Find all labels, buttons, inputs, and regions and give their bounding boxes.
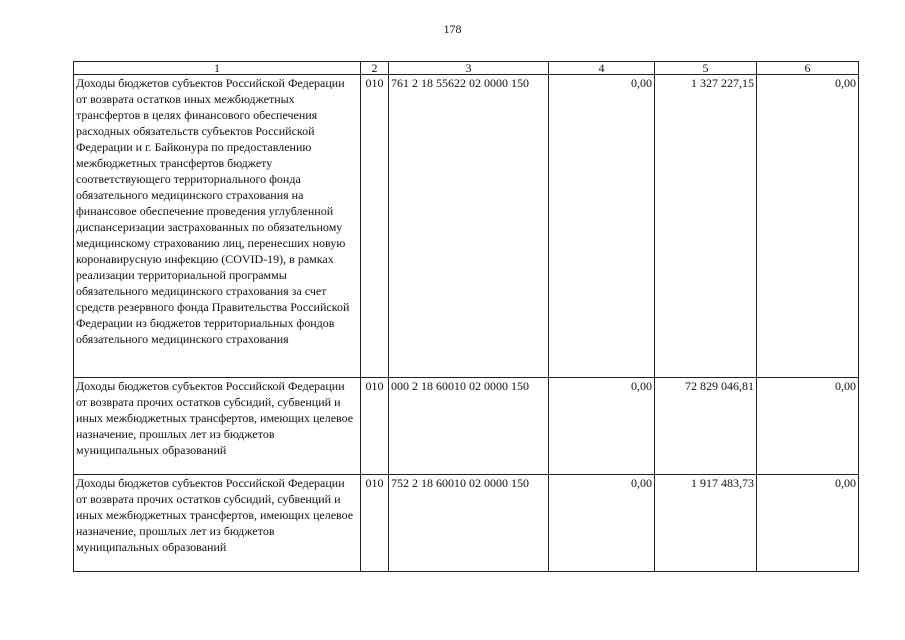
column-header-6: 6 xyxy=(757,62,859,75)
page-number: 178 xyxy=(443,22,462,36)
row-column-5-value: 1 917 483,73 xyxy=(655,475,757,572)
budget-table xyxy=(73,61,859,572)
row-description: Доходы бюджетов субъектов Российской Федерации от возврата прочих остатков субсидий, субвенций и иных межбюджетных трансфертов, имеющих целевое назначение, прошлых лет из бюджетов муниципальных образований xyxy=(74,475,361,572)
column-header-5: 5 xyxy=(655,62,757,75)
row-column-2: 010 xyxy=(361,475,389,572)
row-column-5-value: 1 327 227,15 xyxy=(655,75,757,378)
row-column-6-value: 0,00 xyxy=(757,378,859,475)
table-row xyxy=(74,378,859,475)
column-header-2: 2 xyxy=(361,62,389,75)
row-classification-code: 000 2 18 60010 02 0000 150 xyxy=(389,378,549,475)
row-column-6-value: 0,00 xyxy=(757,75,859,378)
table-header-row xyxy=(74,62,859,75)
row-classification-code: 752 2 18 60010 02 0000 150 xyxy=(389,475,549,572)
column-header-4: 4 xyxy=(549,62,655,75)
table-row xyxy=(74,475,859,572)
table-row xyxy=(74,75,859,378)
column-header-3: 3 xyxy=(389,62,549,75)
row-column-4-value: 0,00 xyxy=(549,475,655,572)
row-column-2: 010 xyxy=(361,75,389,378)
row-column-4-value: 0,00 xyxy=(549,75,655,378)
row-description: Доходы бюджетов субъектов Российской Федерации от возврата прочих остатков субсидий, субвенций и иных межбюджетных трансфертов, имеющих целевое назначение, прошлых лет из бюджетов муниципальных образований xyxy=(74,378,361,475)
row-column-5-value: 72 829 046,81 xyxy=(655,378,757,475)
row-column-6-value: 0,00 xyxy=(757,475,859,572)
row-column-2: 010 xyxy=(361,378,389,475)
row-classification-code: 761 2 18 55622 02 0000 150 xyxy=(389,75,549,378)
column-header-1: 1 xyxy=(74,62,361,75)
row-column-4-value: 0,00 xyxy=(549,378,655,475)
row-description: Доходы бюджетов субъектов Российской Федерации от возврата остатков иных межбюджетных трансфертов в целях финансового обеспечения расходных обязательств субъектов Российской Федерации и г. Байконура по предоставлению межбюджетных трансфертов бюджету соответствующего территориального фонда обязательного медицинского страхования на финансовое обеспечение проведения углубленной диспансеризации застрахованных по обязательному медицинскому страхованию лиц, перенесших новую коронавирусную инфекцию (COVID-19), в рамках реализации территориальной программы обязательного медицинского страхования за счет средств резервного фонда Правительства Российской Федерации из бюджетов территориальных фондов обязательного медицинского страхования xyxy=(74,75,361,378)
